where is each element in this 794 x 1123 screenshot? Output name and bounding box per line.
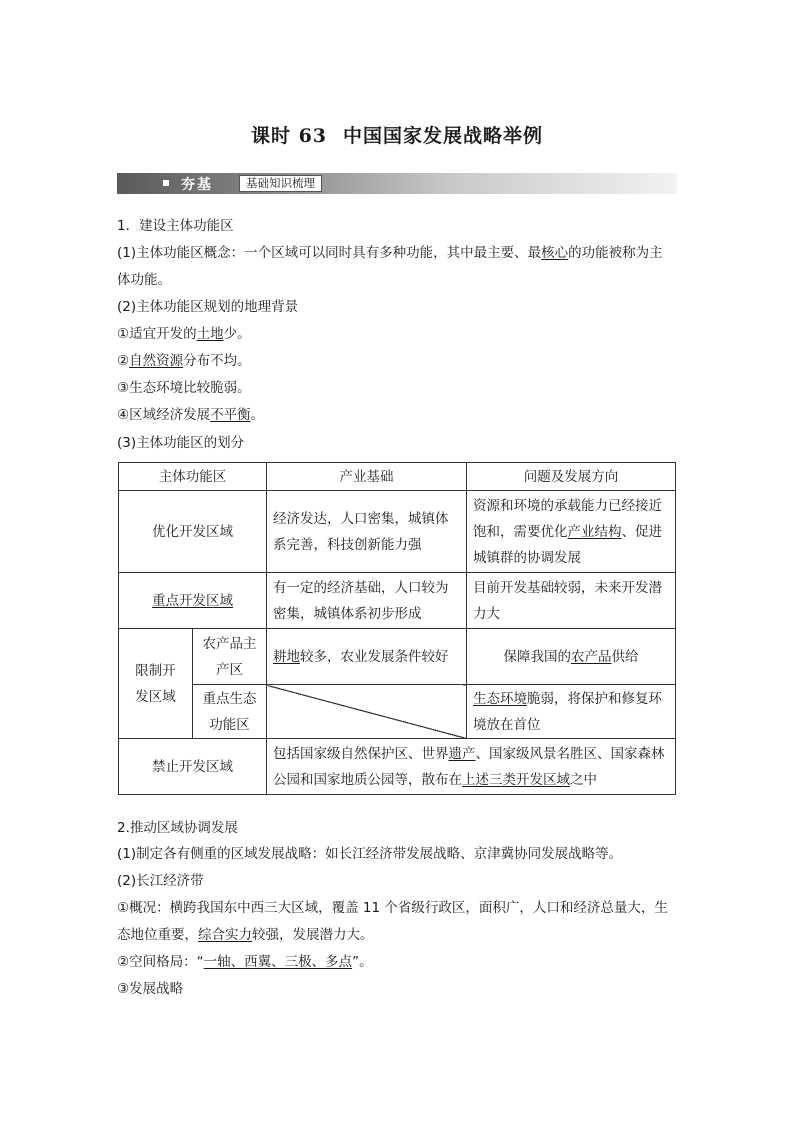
underlined-blank: 一轴、西翼、三极、多点 [203,954,353,970]
table-row [119,491,676,573]
division-heading: (3)主体功能区的划分 [117,435,245,451]
table-header-row [119,463,676,491]
zone-description [267,739,676,795]
text: 保障我国的 [503,648,571,665]
text: 较多，农业发展条件较好 [300,648,449,665]
overview-line-2 [117,927,374,944]
text: 之中 [570,771,597,788]
background-heading: (2)主体功能区规划的地理背景 [117,299,299,315]
text: ①适宜开发的 [117,326,197,342]
sub-zone-name: 重点生态功能区 [193,685,267,739]
underlined-blank: 遗产 [448,745,476,762]
development-strategy-heading: ③发展战略 [117,981,184,997]
text: 较强，发展潜力大。 [252,927,374,943]
bullet-square-icon [163,180,169,186]
table-header: 主体功能区 [119,463,267,491]
text: 资源和环境的承载能力已经接近饱和，需要优化 [473,497,662,540]
text: ”。 [352,954,373,970]
page-title [0,121,794,148]
lesson-topic: 中国国家发展战略举例 [343,125,544,147]
underlined-blank: 农产品 [571,648,612,665]
text: ② [117,353,130,369]
overview-line-1: ①概况：横跨我国东中西三大区域，覆盖 11 个省级行政区，面积广，人口和经济总量大，生 [117,900,668,916]
concept-line-1 [117,245,663,262]
spatial-pattern-line [117,954,373,971]
underlined-blank: 核心 [541,245,569,261]
sub-zone-name: 农产品主产区 [193,629,267,685]
zone-name: 优化开发区域 [119,491,267,573]
text: 脆弱，将保护和修复环境放在首位 [473,690,662,733]
text: 、促进城镇群的协调发展 [473,523,662,566]
banner-tag: 基础知识梳理 [239,175,322,192]
zone-name [119,573,267,629]
underlined-blank: 生态环境 [473,690,527,707]
background-item-2 [117,353,251,370]
background-item-4 [117,407,264,424]
table-row [119,629,676,685]
industry-base: 有一定的经济基础，人口较为密集，城镇体系初步形成 [267,573,467,629]
function-zone-table [118,462,676,795]
text: 供给 [611,648,639,665]
text: 包括国家级自然保护区、世界 [273,745,449,762]
text: ④区域经济发展 [117,407,211,423]
strategy-line: (1)制定各有侧重的区域发展战略：如长江经济带发展战略、京津冀协同发展战略等。 [117,846,623,862]
section1-heading: 1．建设主体功能区 [117,218,234,234]
text: 少。 [223,326,251,342]
underlined-blank: 自然资源 [129,353,184,369]
table-row [119,685,676,739]
text: 、国家级风景名胜区、国家森林公园和国家地质公园等，散布在 [273,745,665,788]
diagonal-empty-cell [267,685,467,739]
text: (1)主体功能区概念：一个区域可以同时具有多种功能，其中最主要、最 [117,245,542,261]
text: 的功能被称为主 [568,245,663,261]
table-row [119,739,676,795]
section-banner [117,173,677,194]
section2-heading: 2.推动区域协调发展 [117,820,238,836]
industry-base [267,629,467,685]
table-row [119,573,676,629]
development-direction [467,629,676,685]
text: ②空间格局：“ [117,954,204,970]
concept-line-2: 体功能。 [117,272,171,288]
underlined-blank: 重点开发区域 [152,592,233,609]
text: 态地位重要， [117,927,198,943]
table-header: 产业基础 [267,463,467,491]
text: 分布不均。 [183,353,251,369]
background-item-1 [117,326,251,343]
underlined-blank: 不平衡 [210,407,251,423]
zone-name: 禁止开发区域 [119,739,267,795]
lesson-number: 课时 63 [250,125,328,147]
development-direction: 目前开发基础较弱，未来开发潜力大 [467,573,676,629]
banner-main-label: 夯基 [181,177,213,193]
text: 。 [250,407,265,423]
underlined-blank: 产业结构 [567,523,622,540]
underlined-blank: 耕地 [273,648,300,665]
underlined-blank: 上述三类开发区域 [462,771,570,788]
development-direction [467,491,676,573]
zone-group-name: 限制开发区域 [119,629,193,739]
underlined-blank: 土地 [196,326,224,342]
development-direction [467,685,676,739]
yangtze-heading: (2)长江经济带 [117,873,204,889]
background-item-3: ③生态环境比较脆弱。 [117,380,251,396]
industry-base: 经济发达，人口密集，城镇体系完善，科技创新能力强 [267,491,467,573]
table-header: 问题及发展方向 [467,463,676,491]
underlined-blank: 综合实力 [198,927,252,943]
